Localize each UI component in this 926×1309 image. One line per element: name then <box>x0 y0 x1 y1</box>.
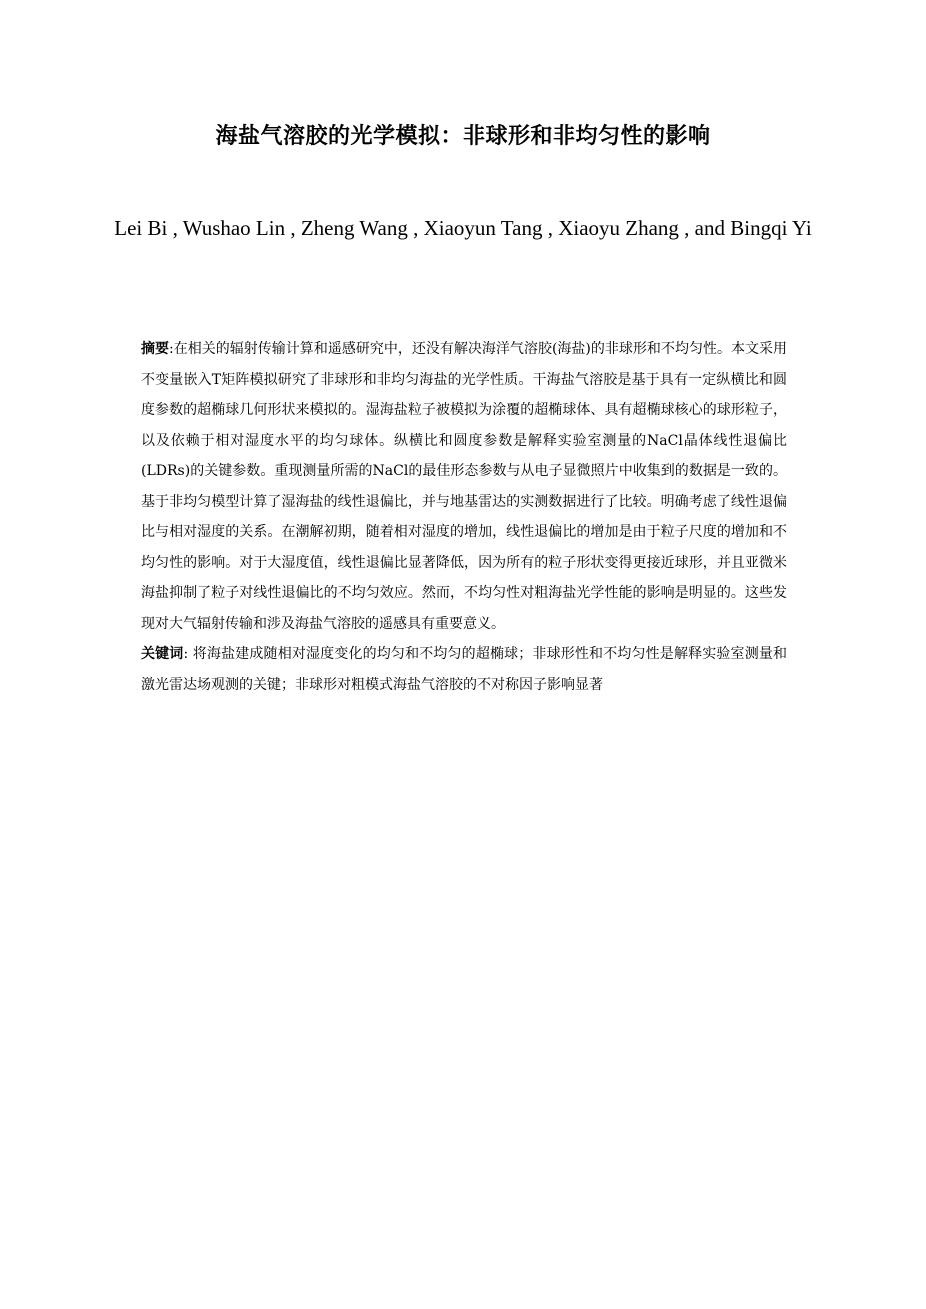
keywords-separator: : <box>183 646 189 662</box>
keywords-text: 将海盐建成随相对湿度变化的均匀和不均匀的超椭球；非球形性和不均匀性是解释实验室测量和激光雷达场观测的关键；非球形对粗模式海盐气溶胶的不对称因子影响显著 <box>141 646 788 693</box>
abstract-separator: : <box>169 341 174 357</box>
author-list: Lei Bi , Wushao Lin , Zheng Wang , Xiaoyun Tang , Xiaoyu Zhang , and Bingqi Yi <box>114 216 812 240</box>
keywords-label: 关键词 <box>141 646 184 662</box>
keywords-paragraph <box>141 639 787 700</box>
abstract-section <box>141 334 787 700</box>
abstract-paragraph <box>141 334 787 639</box>
paper-title: 海盐气溶胶的光学模拟：非球形和非均匀性的影响 <box>215 124 711 149</box>
abstract-label: 摘要 <box>141 341 170 357</box>
abstract-text: 在相关的辐射传输计算和遥感研究中，还没有解决海洋气溶胶(海盐)的非球形和不均匀性。本文采用不变量嵌入T矩阵模拟研究了非球形和非均匀海盐的光学性质。干海盐气溶胶是基于具有一定纵横比和圆度参数的超椭球几何形状来模拟的。湿海盐粒子被模拟为涂覆的超椭球体、具有超椭球核心的球形粒子，以及依赖于相对湿度水平的均匀球体。纵横比和圆度参数是解释实验室测量的NaCl晶体线性退偏比(LDRs)的关键参数。重现测量所需的NaCl的最佳形态参数与从电子显微照片中收集到的数据是一致的。基于非均匀模型计算了湿海盐的线性退偏比，并与地基雷达的实测数据进行了比较。明确考虑了线性退偏比与相对湿度的关系。在潮解初期，随着相对湿度的增加，线性退偏比的增加是由于粒子尺度的增加和不均匀性的影响。对于大湿度值，线性退偏比显著降低，因为所有的粒子形状变得更接近球形，并且亚微米海盐抑制了粒子对线性退偏比的不均匀效应。然而，不均匀性对粗海盐光学性能的影响是明显的。这些发现对大气辐射传输和涉及海盐气溶胶的遥感具有重要意义。 <box>141 341 787 632</box>
